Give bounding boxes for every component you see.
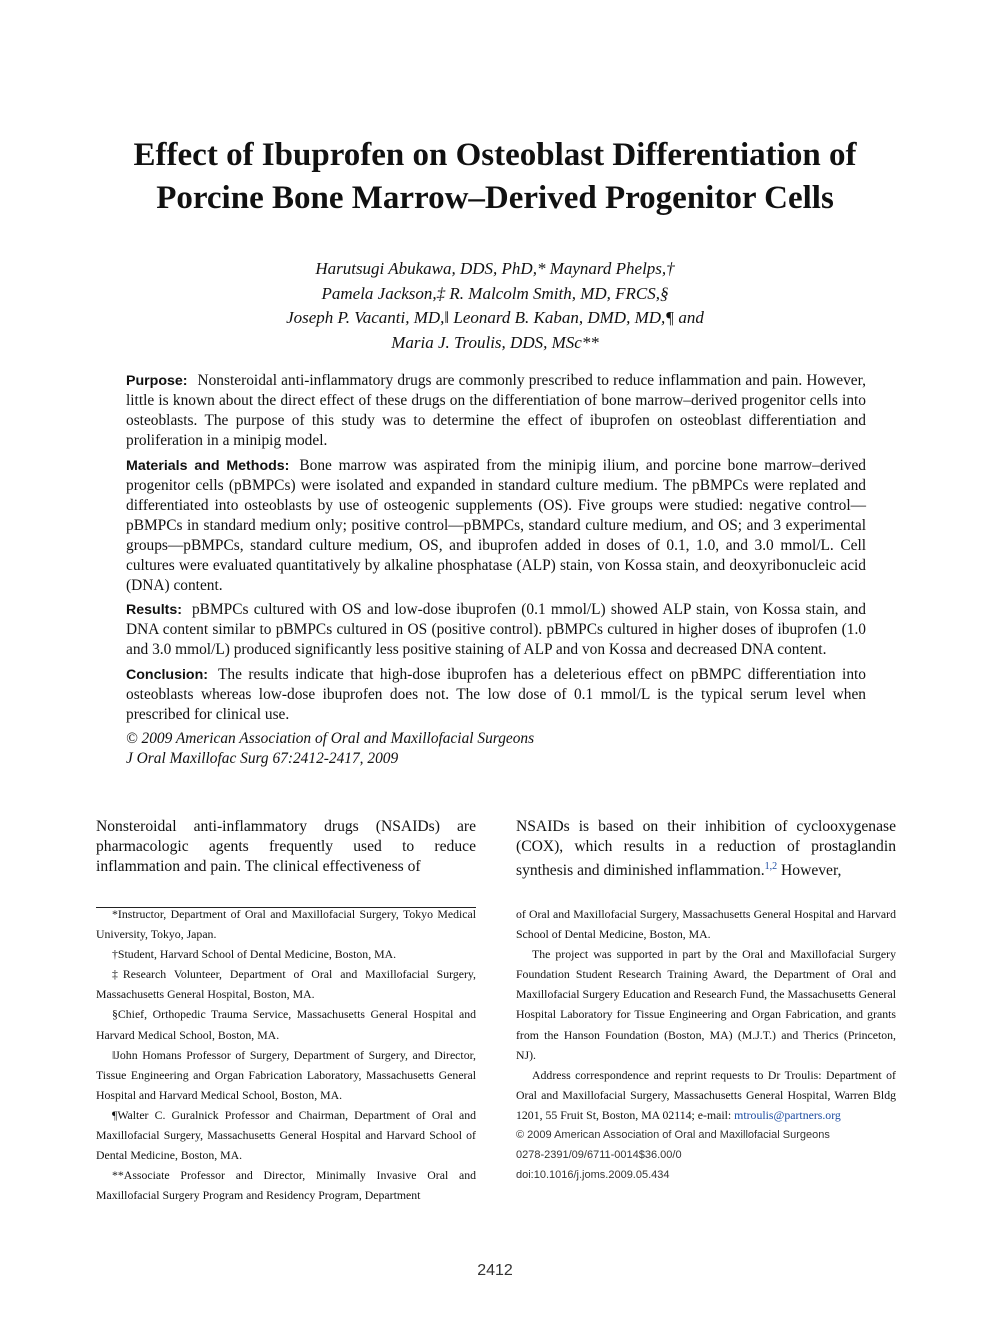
- footnotes-right: [516, 904, 896, 1185]
- body-text-right: [516, 817, 896, 881]
- results-label: Results:: [126, 602, 182, 618]
- footnote-item: **Associate Professor and Director, Minimally Invasive Oral and Maxillofacial Surgery Program and Residency Program, Department: [96, 1168, 476, 1203]
- journal-citation: J Oral Maxillofac Surg 67:2412-2417, 2009: [126, 750, 399, 767]
- footnote-item: §Chief, Orthopedic Trauma Service, Massachusetts General Hospital and Harvard Medical School, Boston, MA.: [96, 1007, 476, 1042]
- author-line: Maria J. Troulis, DDS, MSc**: [391, 332, 599, 352]
- footnote-item: †Student, Harvard School of Dental Medicine, Boston, MA.: [112, 947, 397, 962]
- author-line: Harutsugi Abukawa, DDS, PhD,* Maynard Phelps,†: [315, 259, 675, 278]
- issn-code: 0278-2391/09/6711-0014$36.00/0: [516, 1149, 682, 1162]
- footnote-item: *Instructor, Department of Oral and Maxillofacial Surgery, Tokyo Medical University, Tokyo, Japan.: [96, 907, 476, 942]
- purpose-text: Nonsteroidal anti-inflammatory drugs are commonly prescribed to reduce inflammation and pain. However, little is known about the direct effect of these drugs on the differentiation of bone marrow–derived progenitor cells into osteoblasts. The purpose of this study was to determine the effect of ibuprofen on osteoblast differentiation and proliferation in a minipig model.: [126, 372, 866, 449]
- footnote-item: ¶Walter C. Guralnick Professor and Chairman, Department of Oral and Maxillofacial Surgery, Massachusetts General Hospital and Harvard School of Dental Medicine, Boston, MA.: [96, 1107, 476, 1163]
- methods-label: Materials and Methods:: [126, 457, 290, 474]
- conclusion-label: Conclusion:: [126, 666, 208, 683]
- author-line: Joseph P. Vacanti, MD,‖ Leonard B. Kaban, DMD, MD,¶ and: [286, 308, 704, 327]
- footnote-item: ‖John Homans Professor of Surgery, Department of Surgery, and Director, Tissue Engineering and Organ Fabrication Laboratory, Massachusetts General Hospital and Harvard Medical School, Boston, MA.: [96, 1047, 476, 1102]
- footer-copyright: © 2009 American Association of Oral and Maxillofacial Surgeons: [516, 1129, 830, 1142]
- page-number: 2412: [477, 1262, 513, 1279]
- body-text-left: Nonsteroidal anti-inflammatory drugs (NSAIDs) are pharmacologic agents frequently used to reduce inflammation and pain. The clinical effectiveness of: [96, 818, 476, 875]
- correspondence-note: [516, 1065, 896, 1125]
- funding-note: The project was supported in part by the Oral and Maxillofacial Surgery Foundation Student Research Training Award, the Department of Oral and Maxillofacial Surgery Education and Research Fund, the Massachusetts General Hospital Laboratory for Tissue Engineering and Organ Fabrication, and grants from the Hanson Foundation (Boston, MA) (M.J.T.) and Therics (Princeton, NJ).: [516, 947, 896, 1062]
- abstract-conclusion: [126, 665, 866, 725]
- conclusion-text: The results indicate that high-dose ibuprofen has a deleterious effect on pBMPC differentiation into osteoblasts whereas low-dose ibuprofen does not. The low dose of 0.1 mmol/L is the typical serum level when prescribed for clinical use.: [126, 665, 866, 723]
- author-line: Pamela Jackson,‡ R. Malcolm Smith, MD, FRCS,§: [321, 283, 669, 303]
- body-text-right-main: NSAIDs is based on their inhibition of cyclooxygenase (COX), which results in a reduction of prostaglandin synthesis and diminished inflammation.: [516, 818, 896, 879]
- results-text: pBMPCs cultured with OS and low-dose ibuprofen (0.1 mmol/L) showed ALP stain, von Kossa stain, and DNA content similar to pBMPCs cultured in OS (positive control). pBMPCs cultured in higher doses of ibuprofen (1.0 and 3.0 mmol/L) produced significantly less positive staining of ALP and von Kossa and decreased DNA content.: [126, 601, 866, 658]
- author-list: [120, 257, 870, 355]
- email-label: e-mail:: [697, 1107, 732, 1122]
- footnotes-left: [96, 904, 476, 1205]
- methods-text: Bone marrow was aspirated from the minipig ilium, and porcine bone marrow–derived progenitor cells (pBMPCs) were isolated and expanded in standard culture medium. The pBMPCs were replated and differentiated into osteoblasts by use of osteogenic supplements (OS). Five groups were studied: negative control—pBMPCs in standard medium only; positive control—pBMPCs, standard culture medium, and OS; and 3 experimental groups—pBMPCs, standard culture medium, OS, and ibuprofen added in doses of 0.1, 1.0, and 3.0 mmol/L. Cell cultures were evaluated quantitatively by alkaline phosphatase (ALP) stain, von Kossa stain, and deoxyribonucleic acid (DNA) content.: [126, 456, 866, 594]
- footnote-item: ‡Research Volunteer, Department of Oral and Maxillofacial Surgery, Massachusetts General Hospital, Boston, MA.: [96, 967, 476, 1002]
- footnote-continuation: of Oral and Maxillofacial Surgery, Massachusetts General Hospital and Harvard School of Dental Medicine, Boston, MA.: [516, 907, 896, 942]
- doi-link[interactable]: doi:10.1016/j.joms.2009.05.434: [516, 1169, 670, 1182]
- abstract: [126, 371, 866, 769]
- article-title: Effect of Ibuprofen on Osteoblast Differentiation of Porcine Bone Marrow–Derived Progenitor Cells: [133, 137, 857, 217]
- body-text-right-tail: However,: [781, 862, 842, 879]
- reference-link[interactable]: 1,2: [764, 861, 778, 872]
- abstract-copyright: © 2009 American Association of Oral and Maxillofacial Surgeons: [126, 730, 535, 747]
- correspondence-address: Address correspondence and reprint requests to Dr Troulis: Department of Oral and Maxillofacial Surgery, Massachusetts General Hospital, Warren Bldg 1201, 55 Fruit St, Boston, MA 02114;: [516, 1067, 896, 1122]
- abstract-purpose: [126, 371, 866, 451]
- abstract-results: [126, 600, 866, 660]
- purpose-label: Purpose:: [126, 373, 188, 389]
- abstract-methods: [126, 456, 866, 596]
- email-link[interactable]: mtroulis@partners.org: [734, 1107, 841, 1122]
